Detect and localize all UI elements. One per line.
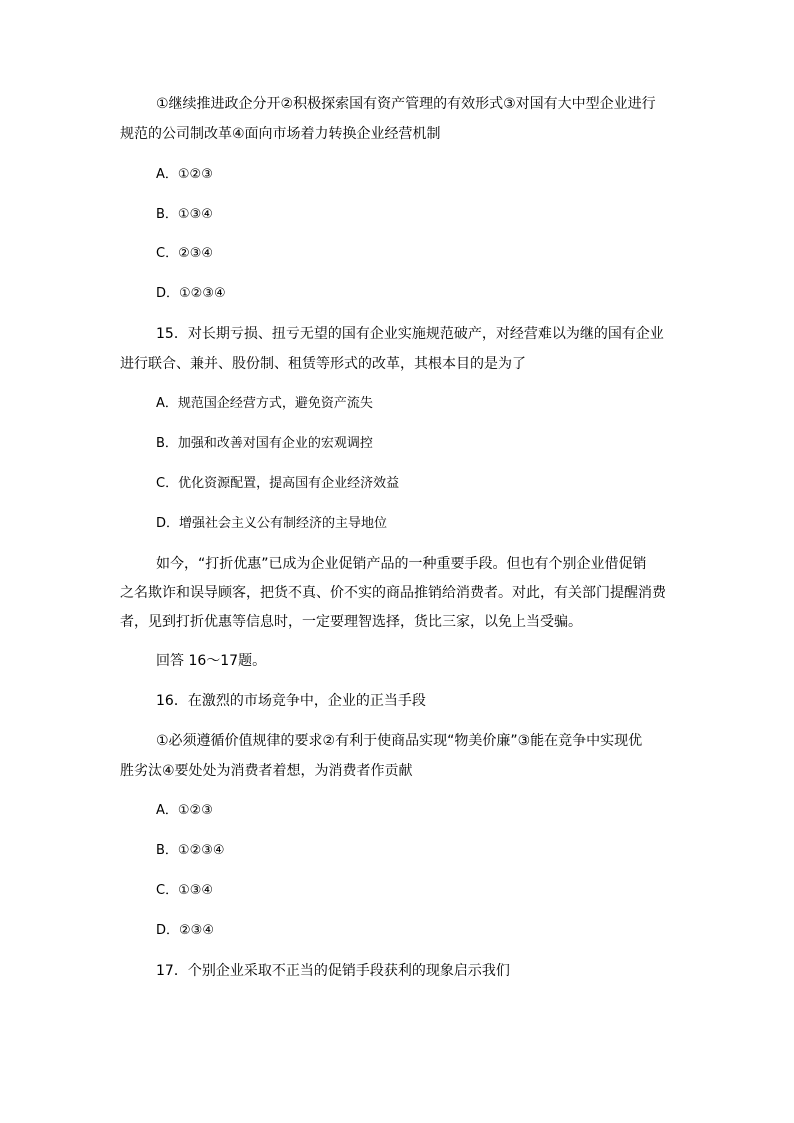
q14-choice-c: C．②③④ (156, 246, 214, 261)
q16-options-line-1: ①必须遵循价值规律的要求②有利于使商品实现“物美价廉”③能在竞争中实现优 (156, 733, 643, 749)
q17-stem: 17．个别企业采取不正当的促销手段获利的现象启示我们 (156, 963, 510, 979)
q14-choice-b: B．①③④ (156, 207, 213, 222)
q15-stem-line-1: 15．对长期亏损、扭亏无望的国有企业实施规范破产，对经营难以为继的国有企业 (156, 326, 664, 342)
q16-choice-b: B．①②③④ (156, 843, 225, 858)
q16-stem: 16．在激烈的市场竞争中，企业的正当手段 (156, 693, 426, 709)
q16-choice-c: C．①③④ (156, 883, 214, 898)
q14-choice-d: D．①②③④ (156, 286, 226, 301)
q14-options-line-1: ①继续推进政企分开②积极探索国有资产管理的有效形式③对国有大中型企业进行 (156, 96, 656, 112)
q15-choice-d: D．增强社会主义公有制经济的主导地位 (156, 516, 388, 531)
material-line-3: 者，见到打折优惠等信息时，一定要理智选择，货比三家，以免上当受骗。 (120, 614, 582, 630)
q16-choice-d: D．②③④ (156, 923, 214, 938)
material-line-2: 之名欺诈和误导顾客，把货不真、价不实的商品推销给消费者。对此，有关部门提醒消费 (120, 585, 666, 601)
q15-choice-a: A．规范国企经营方式，避免资产流失 (156, 396, 373, 411)
q14-options-line-2: 规范的公司制改革④面向市场着力转换企业经营机制 (120, 126, 441, 142)
q15-choice-c: C．优化资源配置，提高国有企业经济效益 (156, 476, 400, 491)
q14-choice-a: A．①②③ (156, 167, 213, 182)
material-line-1: 如今，“打折优惠”已成为企业促销产品的一种重要手段。但也有个别企业借促销 (156, 556, 647, 572)
q15-stem-line-2: 进行联合、兼并、股份制、租赁等形式的改革，其根本目的是为了 (120, 356, 526, 372)
q16-choice-a: A．①②③ (156, 803, 213, 818)
material-instruction: 回答 16～17题。 (156, 653, 267, 669)
q16-options-line-2: 胜劣汰④要处处为消费者着想，为消费者作贡献 (120, 763, 413, 779)
q15-choice-b: B．加强和改善对国有企业的宏观调控 (156, 436, 373, 451)
